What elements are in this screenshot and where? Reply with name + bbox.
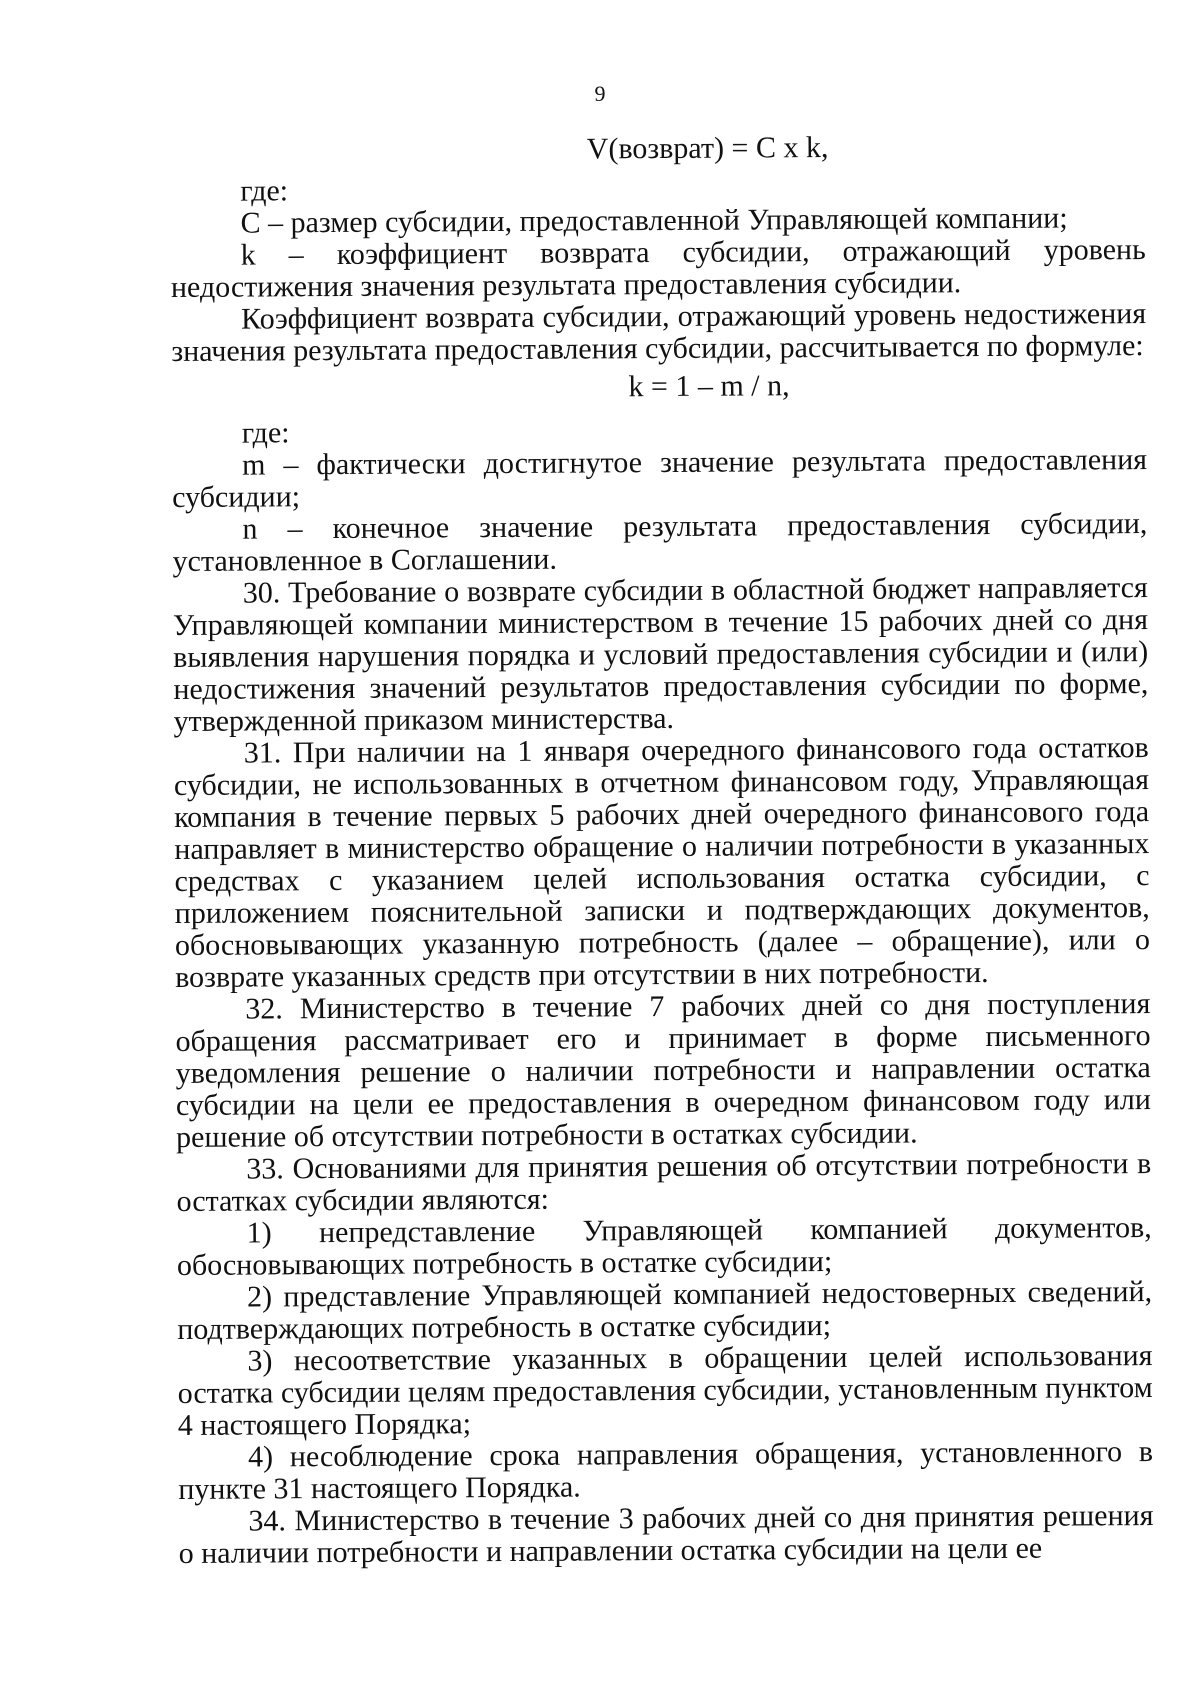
paragraph-34: 34. Министерство в течение 3 рабочих дней со дня принятия решения о наличии потребности и направлении остатка субсидии на цели ее bbox=[178, 1499, 1154, 1570]
paragraph-31: 31. При наличии на 1 января очередного финансового года остатков субсидии, не использованных в отчетном финансовом году, Управляющая компания в течение первых 5 рабочих дней очередного финансового года направляет в министерство обращение о наличии потребности в указанных средствах с указанием целей использования остатка субсидии, с приложением пояснительной записки и подтверждающих документов, обосновывающих указанную потребность (далее – обращение), или о возврате указанных средств при отсутствии в них потребности. bbox=[173, 731, 1151, 994]
paragraph-33-item-3: 3) несоответствие указанных в обращении целей использования остатка субсидии целям предоставления субсидии, установленным пунктом 4 настоящего Порядка; bbox=[177, 1339, 1153, 1442]
definition-m: m – фактически достигнутое значение результата предоставления субсидии; bbox=[172, 443, 1148, 514]
formula-refund: V(возврат) = C x k, bbox=[586, 130, 829, 166]
formula-coefficient: k = 1 – m / n, bbox=[628, 369, 790, 404]
document-body bbox=[170, 130, 1154, 1570]
paragraph-32: 32. Министерство в течение 7 рабочих дней со дня поступления обращения рассматривает его и принимает в форме письменного уведомления решение о наличии потребности и направлении остатка субсидии на цели ее предоставления в очередном финансовом году или решение об отсутствии потребности в остатках субсидии. bbox=[175, 987, 1152, 1154]
paragraph-30: 30. Требование о возврате субсидии в областной бюджет направляется Управляющей компании министерством в течение 15 рабочих дней со дня выявления нарушения порядка и условий предоставления субсидии и (или) недостижения значений результатов предоставления субсидии по форме, утвержденной приказом министерства. bbox=[172, 571, 1149, 738]
paragraph-33-item-1: 1) непредставление Управляющей компанией документов, обосновывающих потребность в остатке субсидии; bbox=[176, 1211, 1152, 1282]
where-label-1: где: bbox=[240, 174, 289, 208]
paragraph-33-item-2: 2) представление Управляющей компанией недостоверных сведений, подтверждающих потребность в остатке субсидии; bbox=[177, 1275, 1153, 1346]
paragraph-33-item-4: 4) несоблюдение срока направления обращения, установленного в пункте 31 настоящего Порядка. bbox=[178, 1435, 1154, 1506]
definition-k: k – коэффициент возврата субсидии, отражающий уровень недостижения значения результата предоставления субсидии. bbox=[170, 233, 1146, 304]
paragraph-33: 33. Основаниями для принятия решения об отсутствии потребности в остатках субсидии являются: bbox=[176, 1147, 1152, 1218]
coefficient-intro: Коэффициент возврата субсидии, отражающий уровень недостижения значения результата предоставления субсидии, рассчитывается по формуле: bbox=[171, 297, 1147, 368]
page-number: 9 bbox=[594, 81, 606, 106]
definition-n: n – конечное значение результата предоставления субсидии, установленное в Соглашении. bbox=[172, 507, 1148, 578]
where-label-2: где: bbox=[241, 416, 290, 450]
definition-c: C – размер субсидии, предоставленной Управляющей компании; bbox=[240, 201, 1068, 240]
